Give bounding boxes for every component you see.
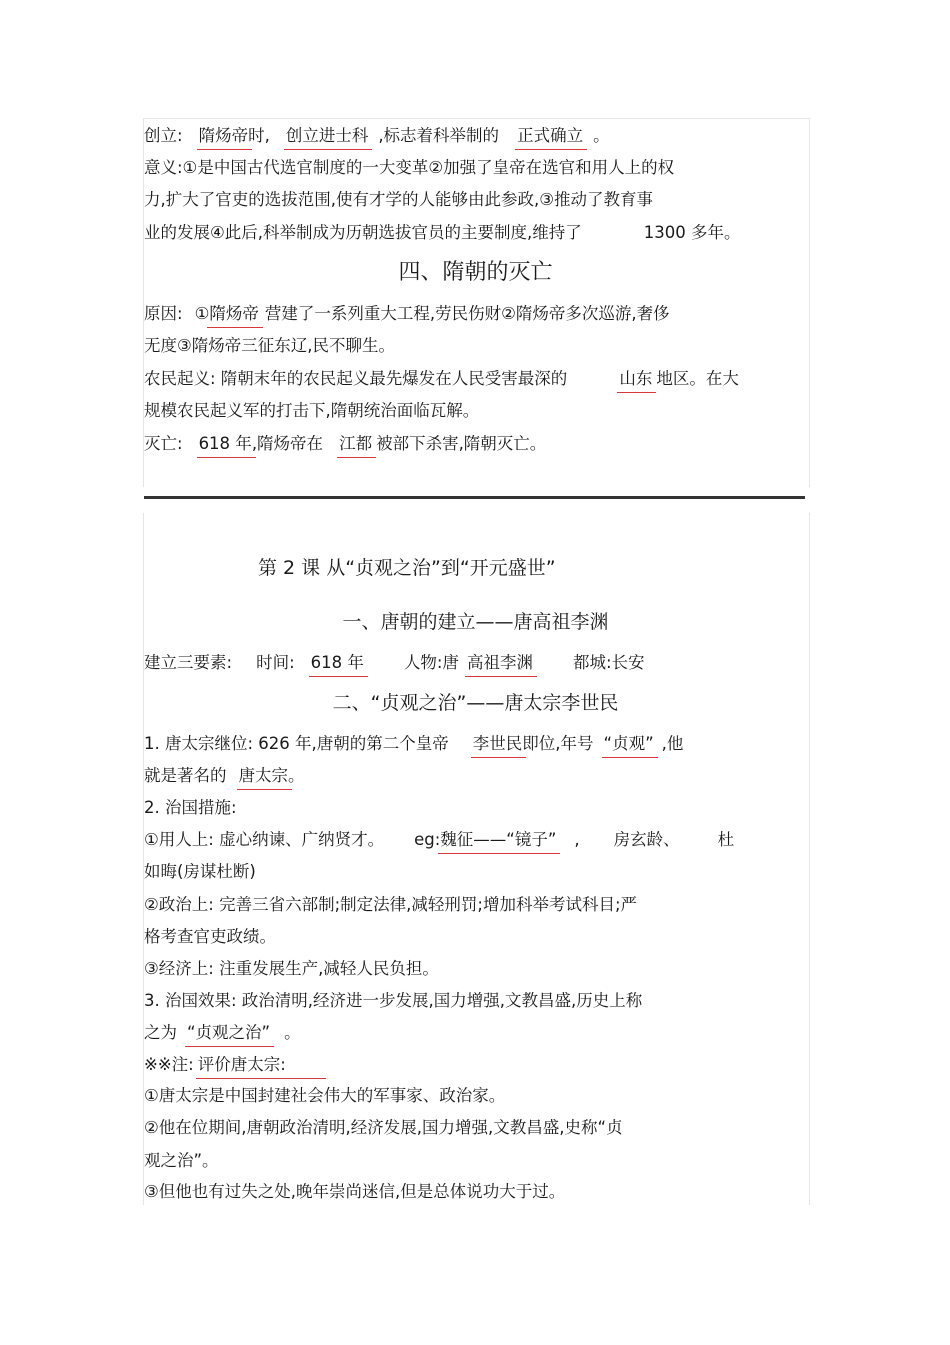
taizong-line-2: 就是著名的 唐太宗。 [144, 766, 305, 785]
answer-zhenguan: “贞观” [603, 734, 654, 753]
evaluation-1: ①唐太宗是中国封建社会伟大的军事家、政治家。 [144, 1086, 506, 1105]
meaning-line-1: 意义:①是中国古代选官制度的一大变革②加强了皇帝在选官和用人上的权 [144, 158, 675, 177]
causes-line-2: 无度③隋炀帝三征东辽,民不聊生。 [144, 336, 396, 355]
meaning-line-3: 业的发展④此后,科举制成为历朝选拔官员的主要制度,维持了 1300 多年。 [144, 223, 741, 242]
note-evaluate: 评价唐太宗: [198, 1054, 322, 1076]
causes-line-1: 原因: ①隋炀帝 营建了一系列重大工程,劳民伤财②隋炀帝多次巡游,奢侈 [144, 304, 670, 323]
founding-line: 创立: 隋炀帝时, 创立进士科 ,标志着科举制的 正式确立 。 [144, 126, 610, 145]
answer-gaozu: 高祖李渊 [466, 653, 533, 672]
heading-tang-founding: 一、唐朝的建立——唐高祖李渊 [342, 611, 609, 633]
measure-politics-line-2: 格考查官吏政绩。 [144, 927, 276, 946]
answer-year-618: 618 年 [198, 434, 252, 453]
answer-jiangdu: 江都 [339, 434, 373, 453]
taizong-line-1: 1. 唐太宗继位: 626 年,唐朝的第二个皇帝 李世民即位,年号 “贞观” ,他 [144, 734, 684, 753]
answer-emperor: 隋炀帝 [198, 126, 249, 145]
elements-line: 建立三要素: 时间: 618 年 人物:唐 高祖李渊 都城:长安 [144, 653, 645, 672]
meaning-line-2: 力,扩大了官吏的选拔范围,使有才学的人能够由此参政,③推动了教育事 [144, 190, 654, 209]
answer-weizheng: 魏征——“镜子” [440, 830, 557, 849]
answer-taizong: 唐太宗 [238, 766, 288, 785]
measure-politics-line-1: ②政治上: 完善三省六部制;制定法律,减轻刑罚;增加科举考试科目;严 [144, 895, 638, 914]
measure-people-line-2: 如晦(房谋杜断) [144, 862, 256, 881]
answer-618: 618 年 [310, 653, 364, 672]
note-line: ※※注: 评价唐太宗: [144, 1054, 322, 1076]
answer-establish: 正式确立 [517, 126, 584, 145]
fall-line: 灭亡: 618 年,隋炀帝在 江都 被部下杀害,隋朝灭亡。 [144, 434, 547, 453]
answer-jinshi: 创立进士科 [285, 126, 369, 145]
measure-economy-line: ③经济上: 注重发展生产,减轻人民负担。 [144, 959, 439, 978]
answer-lishimin: 李世民 [472, 734, 523, 753]
evaluation-2-line-1: ②他在位期间,唐朝政治清明,经济发展,国力增强,文教昌盛,史称“贞 [144, 1118, 623, 1137]
heading-zhenguan: 二、“贞观之治”——唐太宗李世民 [332, 692, 619, 714]
uprising-line-1: 农民起义: 隋朝末年的农民起义最先爆发在人民受害最深的 山东 地区。在大 [144, 369, 739, 388]
measures-heading: 2. 治国措施: [144, 798, 237, 817]
answer-shandong: 山东 [619, 369, 653, 388]
answer-emperor-2: 隋炀帝 [209, 304, 259, 323]
answer-zhenguan-zhizhi: “贞观之治” [187, 1023, 271, 1042]
section-divider [144, 496, 805, 499]
measure-people-line-1: ①用人上: 虚心纳谏、广纳贤才。 eg:魏征——“镜子” , 房玄龄、 杜 [144, 830, 735, 849]
lesson-title: 第 2 课 从“贞观之治”到“开元盛世” [258, 557, 556, 579]
uprising-line-2: 规模农民起义军的打击下,隋朝统治面临瓦解。 [144, 401, 480, 420]
effect-line-2: 之为 “贞观之治” 。 [144, 1023, 301, 1042]
effect-line-1: 3. 治国效果: 政治清明,经济进一步发展,国力增强,文教昌盛,历史上称 [144, 991, 643, 1010]
heading-sui-fall: 四、隋朝的灭亡 [398, 260, 553, 285]
evaluation-3: ③但他也有过失之处,晚年崇尚迷信,但是总体说功大于过。 [144, 1182, 566, 1201]
evaluation-2-line-2: 观之治”。 [144, 1151, 219, 1170]
